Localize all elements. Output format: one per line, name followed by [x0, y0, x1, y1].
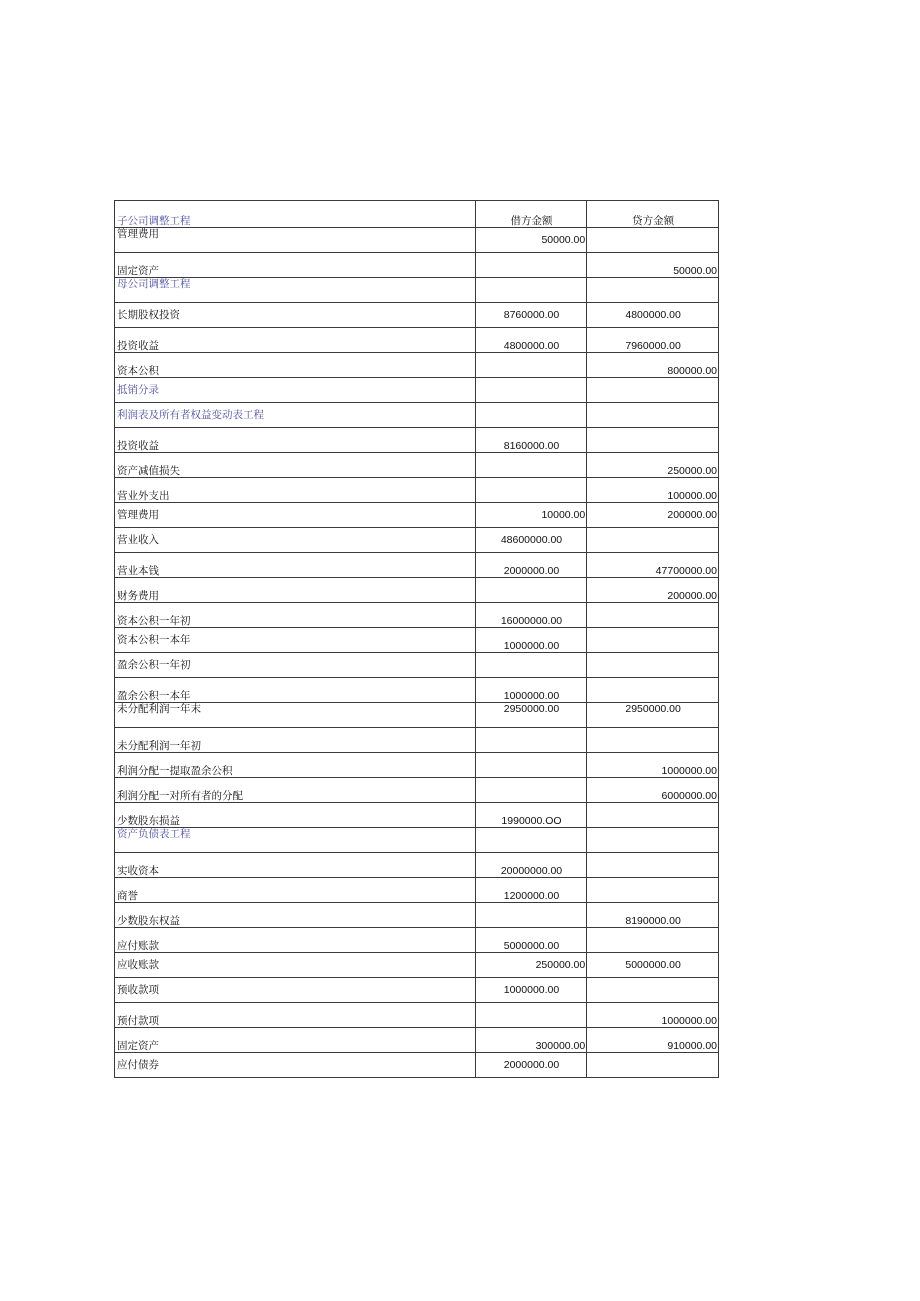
section-label: 母公司调整工程 — [115, 278, 476, 303]
credit-cell — [587, 978, 719, 1003]
debit-header: 借方金额 — [475, 201, 586, 228]
table-row — [115, 803, 719, 828]
debit-cell — [475, 753, 586, 778]
table-row — [115, 653, 719, 678]
table-row — [115, 978, 719, 1003]
row-label: 营业收入 — [115, 528, 476, 553]
debit-cell: 2950000.00 — [475, 703, 586, 728]
row-label: 投资收益 — [115, 328, 476, 353]
debit-cell — [475, 478, 586, 503]
credit-cell: 2950000.00 — [587, 703, 719, 728]
row-label: 资本公积一年初 — [115, 603, 476, 628]
credit-cell — [587, 278, 719, 303]
table-row — [115, 353, 719, 378]
credit-cell: 800000.00 — [587, 353, 719, 378]
credit-cell — [587, 428, 719, 453]
row-label: 投资收益 — [115, 428, 476, 453]
credit-cell: 910000.00 — [587, 1028, 719, 1053]
table-row — [115, 278, 719, 303]
row-label: 长期股权投资 — [115, 303, 476, 328]
row-label: 实收资本 — [115, 853, 476, 878]
row-label: 固定资产 — [115, 1028, 476, 1053]
credit-cell: 200000.00 — [587, 503, 719, 528]
debit-cell — [475, 253, 586, 278]
debit-cell — [475, 578, 586, 603]
debit-cell: 20000000.00 — [475, 853, 586, 878]
credit-cell: 200000.00 — [587, 578, 719, 603]
credit-cell — [587, 378, 719, 403]
table-row — [115, 528, 719, 553]
credit-cell: 47700000.00 — [587, 553, 719, 578]
credit-cell: 1000000.00 — [587, 753, 719, 778]
credit-cell — [587, 678, 719, 703]
credit-cell — [587, 728, 719, 753]
debit-cell — [475, 1003, 586, 1028]
debit-cell: 300000.00 — [475, 1028, 586, 1053]
table-row — [115, 403, 719, 428]
row-label: 应付债券 — [115, 1053, 476, 1078]
table-row — [115, 303, 719, 328]
table-row — [115, 628, 719, 653]
credit-header: 贷方金额 — [587, 201, 719, 228]
row-label: 资产减值损失 — [115, 453, 476, 478]
row-label: 营业外支出 — [115, 478, 476, 503]
credit-cell — [587, 828, 719, 853]
table-row — [115, 878, 719, 903]
row-label: 资本公积一本年 — [115, 628, 476, 653]
row-label: 管理费用 — [115, 503, 476, 528]
row-label: 应付账款 — [115, 928, 476, 953]
table-row — [115, 503, 719, 528]
credit-cell: 7960000.00 — [587, 328, 719, 353]
table-row — [115, 703, 719, 728]
credit-cell: 8190000.00 — [587, 903, 719, 928]
debit-cell — [475, 403, 586, 428]
credit-cell — [587, 853, 719, 878]
credit-cell: 1000000.00 — [587, 1003, 719, 1028]
debit-cell: 48600000.00 — [475, 528, 586, 553]
credit-cell: 50000.00 — [587, 253, 719, 278]
row-label: 固定资产 — [115, 253, 476, 278]
table-row — [115, 678, 719, 703]
credit-cell: 6000000.00 — [587, 778, 719, 803]
row-label: 少数股东损益 — [115, 803, 476, 828]
row-label: 资本公积 — [115, 353, 476, 378]
credit-cell: 5000000.00 — [587, 953, 719, 978]
credit-cell — [587, 878, 719, 903]
credit-cell — [587, 653, 719, 678]
row-label: 预付款项 — [115, 1003, 476, 1028]
row-label: 少数股东权益 — [115, 903, 476, 928]
table-row — [115, 828, 719, 853]
row-label: 盈余公积一年初 — [115, 653, 476, 678]
row-label: 财务费用 — [115, 578, 476, 603]
section-label: 资产负债表工程 — [115, 828, 476, 853]
credit-cell — [587, 603, 719, 628]
table-row — [115, 928, 719, 953]
debit-cell — [475, 278, 586, 303]
row-label: 利润分配一提取盈余公积 — [115, 753, 476, 778]
credit-cell — [587, 228, 719, 253]
debit-cell: 8760000.00 — [475, 303, 586, 328]
section-label: 抵销分录 — [115, 378, 476, 403]
table-row — [115, 378, 719, 403]
table-row — [115, 753, 719, 778]
debit-cell — [475, 653, 586, 678]
debit-cell — [475, 378, 586, 403]
table-row — [115, 1053, 719, 1078]
debit-cell: 16000000.00 — [475, 603, 586, 628]
debit-cell: 10000.00 — [475, 503, 586, 528]
debit-cell: 1990000.OO — [475, 803, 586, 828]
row-label: 应收账款 — [115, 953, 476, 978]
table-row — [115, 228, 719, 253]
credit-cell: 100000.00 — [587, 478, 719, 503]
table-row — [115, 578, 719, 603]
row-label: 利润分配一对所有者的分配 — [115, 778, 476, 803]
table-row — [115, 903, 719, 928]
consolidation-adjustment-table — [114, 200, 719, 1078]
credit-cell — [587, 803, 719, 828]
credit-cell — [587, 1053, 719, 1078]
table-row — [115, 253, 719, 278]
credit-cell — [587, 628, 719, 653]
table-row — [115, 1003, 719, 1028]
table-row — [115, 778, 719, 803]
table-row — [115, 478, 719, 503]
debit-cell: 8160000.00 — [475, 428, 586, 453]
table-row — [115, 603, 719, 628]
row-label: 盈余公积一本年 — [115, 678, 476, 703]
credit-cell — [587, 528, 719, 553]
debit-cell: 1000000.00 — [475, 978, 586, 1003]
table-row — [115, 428, 719, 453]
header-label: 子公司调整工程 — [115, 201, 476, 228]
row-label: 营业本钱 — [115, 553, 476, 578]
credit-cell — [587, 403, 719, 428]
row-label: 预收款项 — [115, 978, 476, 1003]
section-label: 利润表及所有者权益变动表工程 — [115, 403, 476, 428]
debit-cell — [475, 828, 586, 853]
debit-cell: 250000.00 — [475, 953, 586, 978]
debit-cell: 4800000.00 — [475, 328, 586, 353]
debit-cell: 1200000.00 — [475, 878, 586, 903]
table-row — [115, 728, 719, 753]
credit-cell: 4800000.00 — [587, 303, 719, 328]
credit-cell: 250000.00 — [587, 453, 719, 478]
debit-cell — [475, 778, 586, 803]
debit-cell — [475, 353, 586, 378]
row-label: 未分配利润一年末 — [115, 703, 476, 728]
table-row — [115, 1028, 719, 1053]
debit-cell: 1000000.00 — [475, 628, 586, 653]
row-label: 未分配利润一年初 — [115, 728, 476, 753]
debit-cell: 2000000.00 — [475, 1053, 586, 1078]
row-label: 管理费用 — [115, 228, 476, 253]
table-row — [115, 453, 719, 478]
credit-cell — [587, 928, 719, 953]
row-label: 商誉 — [115, 878, 476, 903]
table-row — [115, 953, 719, 978]
debit-cell: 50000.00 — [475, 228, 586, 253]
debit-cell — [475, 453, 586, 478]
debit-cell: 5000000.00 — [475, 928, 586, 953]
table-row — [115, 328, 719, 353]
debit-cell — [475, 903, 586, 928]
debit-cell: 2000000.00 — [475, 553, 586, 578]
table-row — [115, 553, 719, 578]
debit-cell — [475, 728, 586, 753]
table-row — [115, 853, 719, 878]
debit-cell: 1000000.00 — [475, 678, 586, 703]
header-row — [115, 201, 719, 228]
